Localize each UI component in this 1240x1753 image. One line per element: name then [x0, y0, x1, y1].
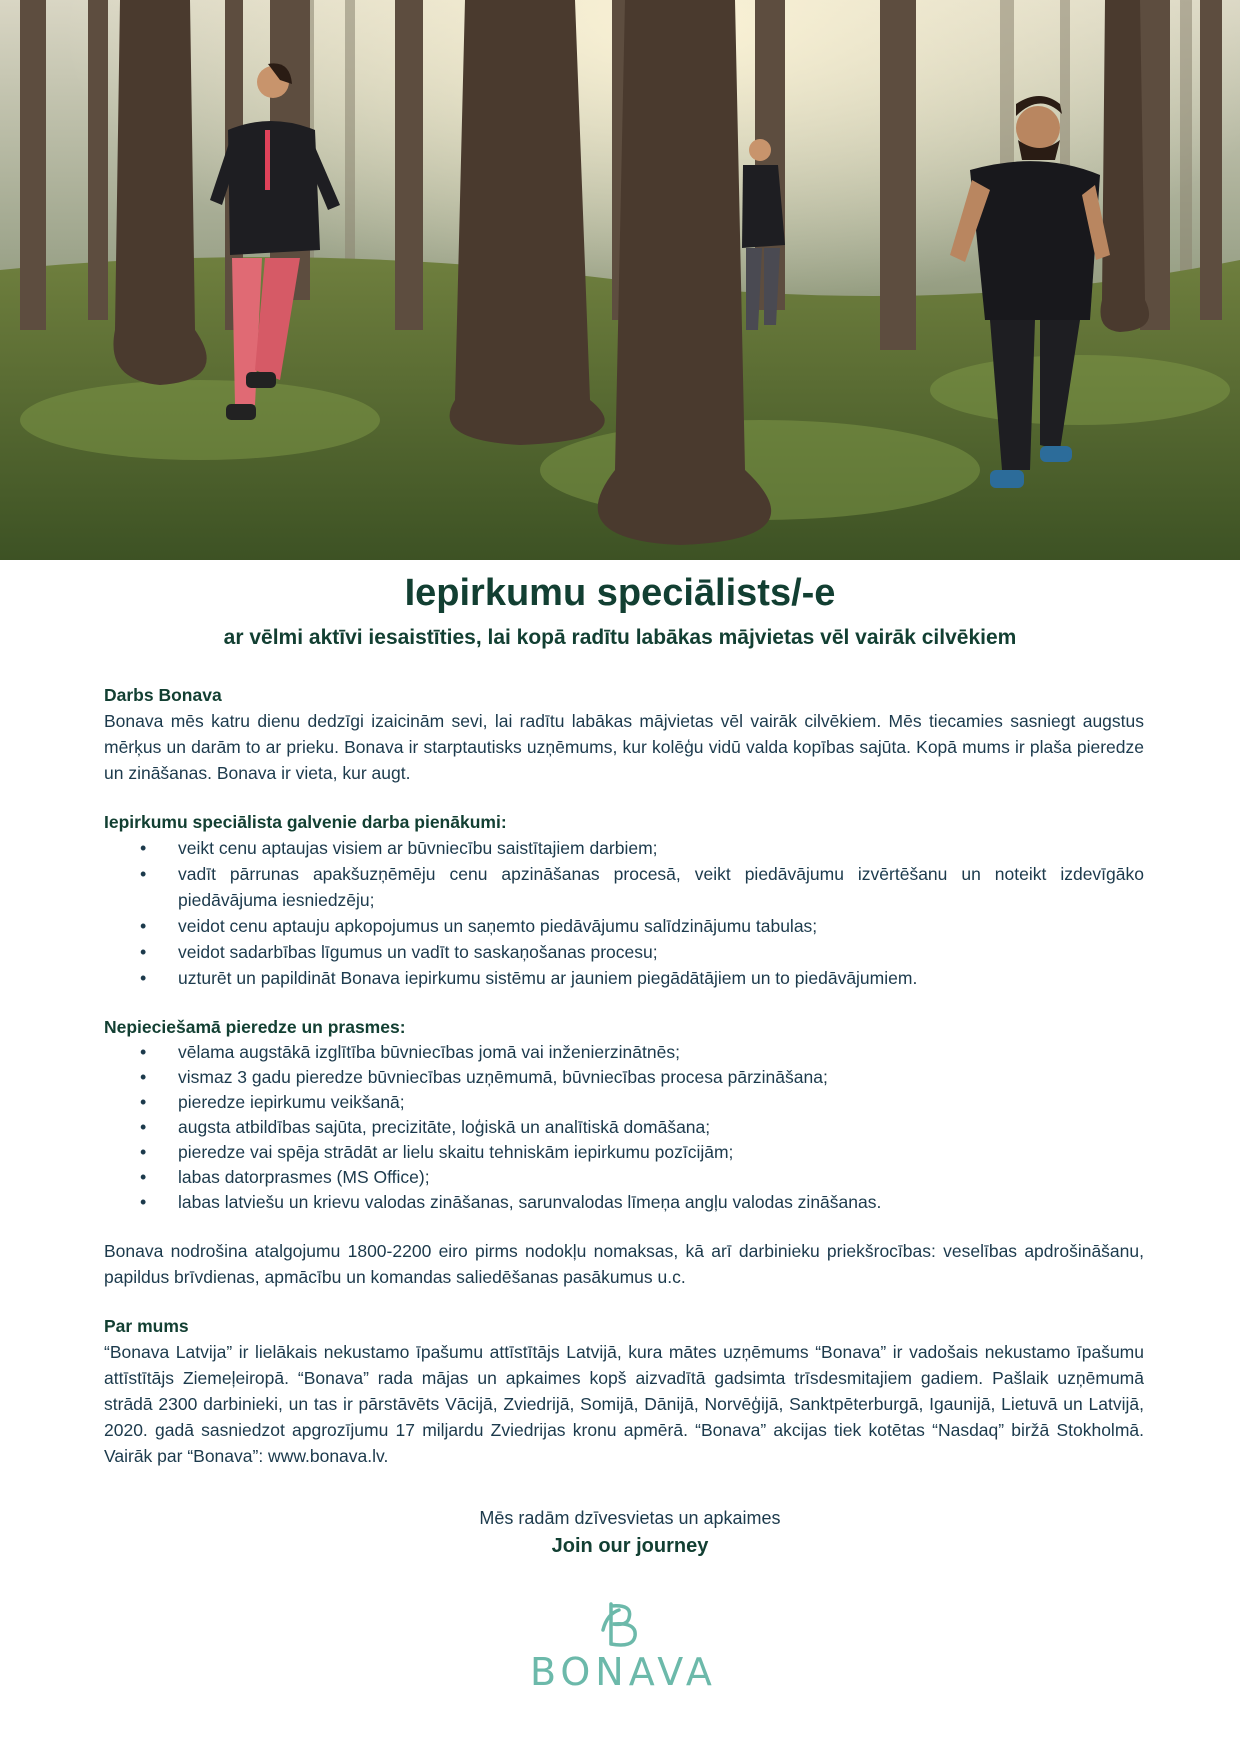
job-description	[104, 682, 1144, 1469]
intro-section	[104, 682, 1144, 786]
intro-text: Bonava mēs katru dienu dedzīgi izaicinām sevi, lai radītu labākas mājvietas vēl vairāk cilvēkiem. Mēs tiecamies sasniegt augstus mērķus un darām to ar prieku. Bonava ir starptautisks uzņēmums, kur kolēģu vidū valda kopības sajūta. Kopā mums ir plaša pieredze un zināšanas. Bonava ir vieta, kur augt.	[104, 711, 1144, 783]
bonava-wordmark: BONAVA	[530, 1650, 717, 1694]
about-heading: Par mums	[104, 1316, 189, 1336]
about-text: “Bonava Latvija” ir lielākais nekustamo īpašumu attīstītājs Latvijā, kura mātes uzņēmums “Bonava” ir vadošais nekustamo īpašumu attīstītājs Ziemeļeiropā. “Bonava” rada mājas un apkaimes kopš aizvadītā gadsimta trīsdesmitajiem gadiem. Pašlaik uzņēmumā strādā 2300 darbinieki, un tas ir pārstāvēts Vācijā, Zviedrijā, Somijā, Dānijā, Norvēģijā, Sanktpēterburgā, Igaunijā, Lietuvā un Latvijā, 2020. gadā sasniedzot apgrozījumu 17 miljardu Zviedrijas kronu apmērā. “Bonava” akcijas tiek kotētas “Nasdaq” biržā Stokholmā. Vairāk par “Bonava”: www.bonava.lv.	[104, 1342, 1144, 1466]
list-item: • uzturēt un papildināt Bonava iepirkumu sistēmu ar jauniem piegādātājiem un to piedāvājumiem.	[104, 965, 1144, 991]
hero-image	[0, 0, 1240, 560]
duties-section	[104, 809, 1144, 991]
page-title: Iepirkumu speciālists/-e	[404, 572, 836, 614]
list-item: • vēlama augstākā izglītība būvniecības jomā vai inženierzinātnēs;	[104, 1040, 1144, 1065]
list-item: • vismaz 3 gadu pieredze būvniecības uzņēmumā, būvniecības procesa pārzināšana;	[104, 1065, 1144, 1090]
bonava-b-icon	[597, 1600, 643, 1650]
offer-text: Bonava nodrošina atalgojumu 1800-2200 eiro pirms nodokļu nomaksas, kā arī darbinieku priekšrocības: veselības apdrošināšanu, papildus brīvdienas, apmācību un komandas saliedēšanas pasākumus u.c.	[104, 1241, 1144, 1287]
tagline: Mēs radām dzīvesvietas un apkaimes	[479, 1508, 781, 1528]
offer-section	[104, 1238, 1144, 1290]
list-item: • pieredze vai spēja strādāt ar lielu skaitu tehniskām iepirkumu pozīcijām;	[104, 1140, 1144, 1165]
forest-runners-photo	[0, 0, 1240, 560]
list-item: • veikt cenu aptaujas visiem ar būvniecību saistītajiem darbiem;	[104, 835, 1144, 861]
footer	[0, 1504, 1240, 1560]
list-item: • vadīt pārrunas apakšuzņēmēju cenu apzināšanas procesā, veikt piedāvājumu izvērtēšanu un noteikt izdevīgāko piedāvājuma iesniedzēju;	[104, 861, 1144, 913]
duties-heading: Iepirkumu speciālista galvenie darba pienākumi:	[104, 812, 507, 832]
list-item: • augsta atbildības sajūta, precizitāte, loģiskā un analītiskā domāšana;	[104, 1115, 1144, 1140]
bonava-logo	[530, 1600, 717, 1700]
join-journey-slogan: Join our journey	[551, 1535, 709, 1557]
about-section	[104, 1313, 1144, 1469]
requirements-heading: Nepieciešamā pieredze un prasmes:	[104, 1017, 406, 1037]
duties-list	[104, 835, 1144, 991]
list-item: • veidot cenu aptauju apkopojumus un saņemto piedāvājumu salīdzinājumu tabulas;	[104, 913, 1144, 939]
list-item: • veidot sadarbības līgumus un vadīt to saskaņošanas procesu;	[104, 939, 1144, 965]
list-item: • pieredze iepirkumu veikšanā;	[104, 1090, 1144, 1115]
intro-heading: Darbs Bonava	[104, 685, 222, 705]
list-item: • labas datorprasmes (MS Office);	[104, 1165, 1144, 1190]
page-subtitle: ar vēlmi aktīvi iesaistīties, lai kopā radītu labākas mājvietas vēl vairāk cilvēkiem	[223, 626, 1017, 649]
requirements-section	[104, 1014, 1144, 1215]
list-item: • labas latviešu un krievu valodas zināšanas, sarunvalodas līmeņa angļu valodas zināšanas.	[104, 1190, 1144, 1215]
requirements-list	[104, 1040, 1144, 1215]
